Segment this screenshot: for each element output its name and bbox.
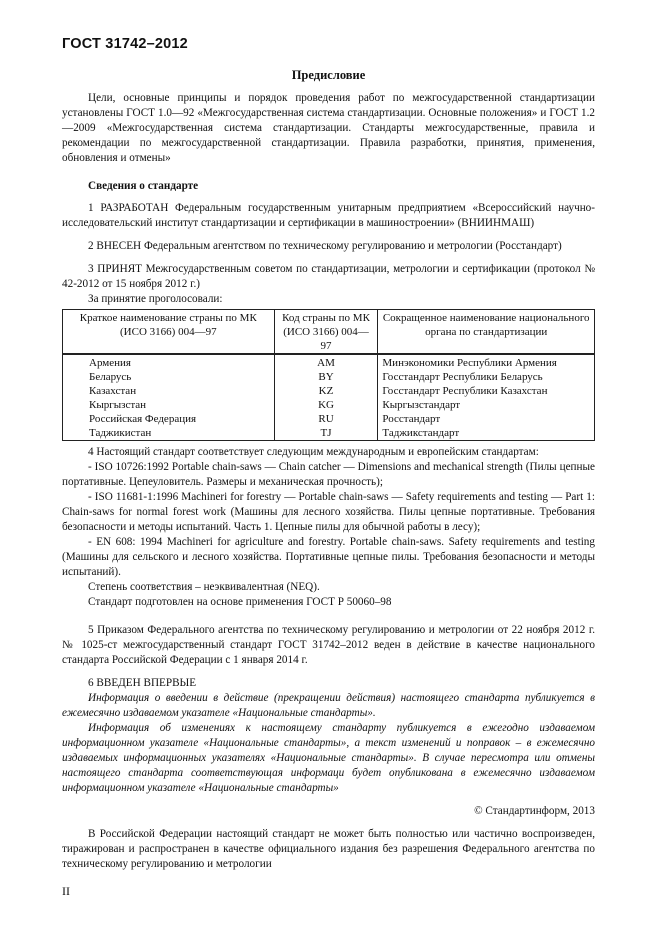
table-header-row: [63, 310, 595, 355]
table-cell-code: BY: [274, 370, 378, 384]
foreword-title: Предисловие: [291, 68, 366, 82]
item-4-ref-3: - EN 608: 1994 Machineri for agriculture and forestry. Portable chain-saws. Safety requirements and testing (Машины для сельского и лесного хозяйства. Портативные цепные пилы. Требования безопасности и методы испытаний).: [62, 536, 595, 578]
table-row: [63, 412, 595, 426]
table-row: [63, 426, 595, 441]
item-4-degree: Степень соответствия – неэквивалентная (NEQ).: [88, 581, 320, 593]
table-cell-country: Беларусь: [63, 370, 275, 384]
info-item-1: 1 РАЗРАБОТАН Федеральным государственным унитарным предприятием «Всероссийский научно-исследовательский институт стандартизации и сертификации в машиностроении» (ВНИИНМАШ): [62, 202, 595, 229]
table-cell-code: KG: [274, 398, 378, 412]
item-6-title: 6 ВВЕДЕН ВПЕРВЫЕ: [88, 677, 197, 689]
table-row: [63, 384, 595, 398]
table-cell-country: Армения: [63, 354, 275, 370]
copyright: © Стандартинформ, 2013: [474, 805, 595, 817]
foreword-text: Цели, основные принципы и порядок проведения работ по межгосударственной стандартизации установлены ГОСТ 1.0—92 «Межгосударственная система стандартизации. Основные положения» и ГОСТ 1.2—2009 «Межгосударственная система стандартизации. Стандарты межгосударственные, правила и рекомендации по межгосударственной стандартизации. Правила разработки, принятия, применения, обновления и отмены»: [62, 92, 595, 164]
table-cell-country: Российская Федерация: [63, 412, 275, 426]
item-4-ref-1: - ISO 10726:1992 Portable chain-saws — Chain catcher — Dimensions and mechanical strength (Пилы цепные портативные. Цепеуловитель. Размеры и механическая прочность);: [62, 461, 595, 488]
table-cell-code: AM: [274, 354, 378, 370]
table-cell-code: TJ: [274, 426, 378, 441]
standard-info-heading: Сведения о стандарте: [88, 180, 199, 192]
member-states-table: [62, 309, 595, 441]
item-6-note-2: Информация об изменениях к настоящему стандарту публикуется в ежегодно издаваемом информационном указателе «Национальные стандарты», а текст изменений и поправок – в ежемесячно издаваемых информационных указателях «Национальные стандарты». В случае пересмотра или отмены настоящего стандарта соответствующая информаци будет опубликована в ежемесячно издаваемом информационном указателе «Национальные стандарты»: [62, 722, 595, 794]
table-cell-body: Росстандарт: [378, 412, 595, 426]
table-row: [63, 370, 595, 384]
table-cell-body: Госстандарт Республики Казахстан: [378, 384, 595, 398]
table-header-country: Краткое наименование страны по МК (ИСО 3166) 004—97: [63, 310, 275, 355]
table-cell-body: Госстандарт Республики Беларусь: [378, 370, 595, 384]
table-row: [63, 354, 595, 370]
table-cell-country: Таджикистан: [63, 426, 275, 441]
table-row: [63, 398, 595, 412]
table-header-body: Сокращенное наименование национального органа по стандартизации: [378, 310, 595, 355]
page-number: II: [62, 884, 70, 898]
table-cell-code: RU: [274, 412, 378, 426]
document-code: ГОСТ 31742–2012: [62, 36, 188, 52]
item-4-basis: Стандарт подготовлен на основе применения ГОСТ Р 50060–98: [88, 596, 392, 608]
info-item-2: 2 ВНЕСЕН Федеральным агентством по техническому регулированию и метрологии (Росстандарт): [88, 240, 562, 252]
page-content: [62, 68, 595, 872]
item-6-note-1: Информация о введении в действие (прекращении действия) настоящего стандарта публикуется в ежемесячно издаваемом указателе «Национальные стандарты».: [62, 692, 595, 719]
voted-label: За принятие проголосовали:: [88, 293, 223, 305]
table-cell-body: Таджикстандарт: [378, 426, 595, 441]
item-5: 5 Приказом Федерального агентства по техническому регулированию и метрологии от 22 ноября 2012 г. № 1025-ст межгосударственный стандарт ГОСТ 31742–2012 веден в действие в качестве национального стандарта Российской Федерации с 1 января 2014 г.: [62, 624, 595, 666]
table-cell-body: Кыргызстандарт: [378, 398, 595, 412]
item-4-ref-2: - ISO 11681-1:1996 Machineri for forestry — Portable chain-saws — Safety requirements and testing — Part 1: Chain-saws for normal forest work (Машины для лесного хозяйства. Пилы цепные портативные. Требования безопасности и методы испытаний. Часть 1. Цепные пилы для обычной работы в лесу);: [62, 491, 595, 533]
rights-notice: В Российской Федерации настоящий стандарт не может быть полностью или частично воспроизведен, тиражирован и распространен в качестве официального издания без разрешения Федерального агентства по техническому регулированию и метрологии: [62, 828, 595, 870]
table-cell-country: Казахстан: [63, 384, 275, 398]
table-header-code: Код страны по МК (ИСО 3166) 004—97: [274, 310, 378, 355]
item-4-intro: 4 Настоящий стандарт соответствует следующим международным и европейским стандартам:: [88, 446, 539, 458]
table-cell-code: KZ: [274, 384, 378, 398]
table-cell-country: Кыргызстан: [63, 398, 275, 412]
info-item-3: 3 ПРИНЯТ Межгосударственным советом по стандартизации, метрологии и сертификации (протокол № 42-2012 от 15 ноября 2012 г.): [62, 263, 595, 290]
table-cell-body: Минэкономики Республики Армения: [378, 354, 595, 370]
